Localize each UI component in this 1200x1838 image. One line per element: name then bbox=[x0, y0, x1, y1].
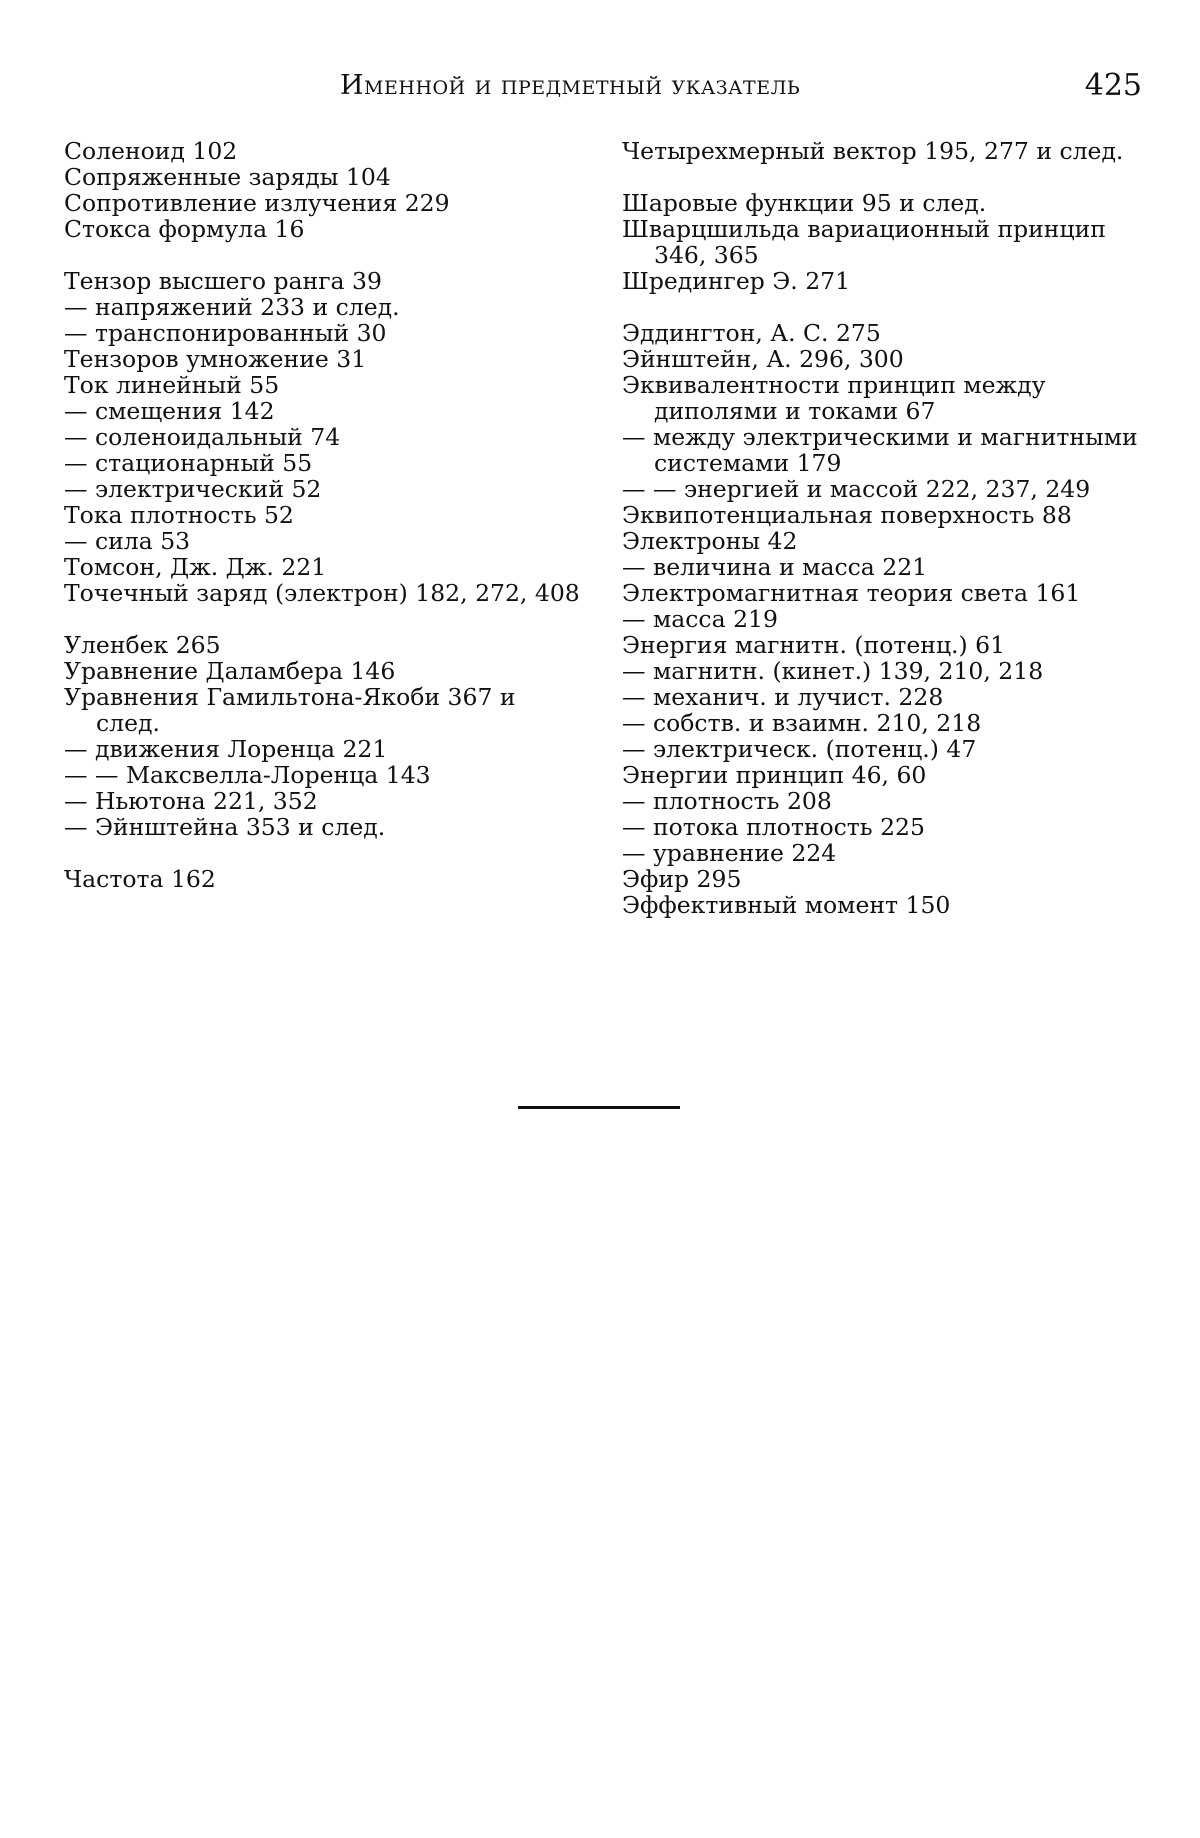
page-number: 425 bbox=[1084, 68, 1142, 103]
index-entry: Энергии принцип 46, 60 bbox=[622, 761, 927, 789]
index-entry: Электроны 42 bbox=[622, 527, 798, 555]
index-entry: — электрический 52 bbox=[64, 475, 322, 503]
index-entry: Шредингер Э. 271 bbox=[622, 267, 851, 295]
section-gap bbox=[622, 294, 1147, 320]
index-entry: — между электрическими и магнитными системами 179 bbox=[622, 423, 1138, 477]
index-entry: — плотность 208 bbox=[622, 787, 832, 815]
index-entry: Ток линейный 55 bbox=[64, 371, 280, 399]
index-entry: Шаровые функции 95 и след. bbox=[622, 189, 987, 217]
index-column-right bbox=[622, 138, 1147, 918]
index-entry: Стокса формула 16 bbox=[64, 215, 305, 243]
index-entry: — транспонированный 30 bbox=[64, 319, 387, 347]
index-entry: Электромагнитная теория света 161 bbox=[622, 579, 1081, 607]
index-entry: — соленоидальный 74 bbox=[64, 423, 341, 451]
index-entry: — движения Лоренца 221 bbox=[64, 735, 388, 763]
section-gap bbox=[622, 164, 1147, 190]
section-gap bbox=[64, 242, 584, 268]
index-entry: — масса 219 bbox=[622, 605, 778, 633]
index-entry: — Эйнштейна 353 и след. bbox=[64, 813, 386, 841]
index-entry: Энергия магнитн. (потенц.) 61 bbox=[622, 631, 1006, 659]
index-entry: Тока плотность 52 bbox=[64, 501, 294, 529]
index-entry: Шварцшильда вариационный принцип 346, 365 bbox=[622, 215, 1106, 269]
index-entry: Точечный заряд (электрон) 182, 272, 408 bbox=[64, 579, 580, 607]
index-entry: Сопротивление излучения 229 bbox=[64, 189, 450, 217]
index-entry: — потока плотность 225 bbox=[622, 813, 925, 841]
index-entry: Эйнштейн, А. 296, 300 bbox=[622, 345, 904, 373]
index-entry: Эквипотенциальная поверхность 88 bbox=[622, 501, 1072, 529]
index-entry: — смещения 142 bbox=[64, 397, 275, 425]
index-entry: Томсон, Дж. Дж. 221 bbox=[64, 553, 327, 581]
index-entry: — стационарный 55 bbox=[64, 449, 313, 477]
index-entry: Уравнения Гамильтона-Якоби 367 и след. bbox=[64, 683, 516, 737]
index-entry: Уравнение Даламбера 146 bbox=[64, 657, 396, 685]
index-entry: — величина и масса 221 bbox=[622, 553, 928, 581]
section-gap bbox=[64, 606, 584, 632]
index-entry: Частота 162 bbox=[64, 865, 216, 893]
index-entry: Эддингтон, А. С. 275 bbox=[622, 319, 881, 347]
index-entry: — — Максвелла-Лоренца 143 bbox=[64, 761, 431, 789]
index-column-left bbox=[64, 138, 584, 892]
running-title: Именной и предметный указатель bbox=[340, 70, 801, 101]
index-entry: — электрическ. (потенц.) 47 bbox=[622, 735, 977, 763]
index-entry: Эфир 295 bbox=[622, 865, 742, 893]
index-entry: — Ньютона 221, 352 bbox=[64, 787, 318, 815]
index-entry: Уленбек 265 bbox=[64, 631, 221, 659]
index-entry: Четырехмерный вектор 195, 277 и след. bbox=[622, 137, 1124, 165]
index-entry: Сопряженные заряды 104 bbox=[64, 163, 391, 191]
index-entry: Тензор высшего ранга 39 bbox=[64, 267, 382, 295]
index-entry: — напряжений 233 и след. bbox=[64, 293, 400, 321]
section-gap bbox=[64, 840, 584, 866]
index-entry: — механич. и лучист. 228 bbox=[622, 683, 944, 711]
index-entry: — магнитн. (кинет.) 139, 210, 218 bbox=[622, 657, 1044, 685]
index-entry: — собств. и взаимн. 210, 218 bbox=[622, 709, 982, 737]
index-entry: Эквивалентности принцип между диполями и токами 67 bbox=[622, 371, 1046, 425]
index-entry: Тензоров умножение 31 bbox=[64, 345, 367, 373]
end-rule bbox=[518, 1106, 680, 1109]
page-header bbox=[0, 70, 1200, 110]
index-entry: — уравнение 224 bbox=[622, 839, 837, 867]
index-entry: Соленоид 102 bbox=[64, 137, 238, 165]
index-entry: — сила 53 bbox=[64, 527, 191, 555]
index-entry: — — энергией и массой 222, 237, 249 bbox=[622, 475, 1091, 503]
index-entry: Эффективный момент 150 bbox=[622, 891, 951, 919]
